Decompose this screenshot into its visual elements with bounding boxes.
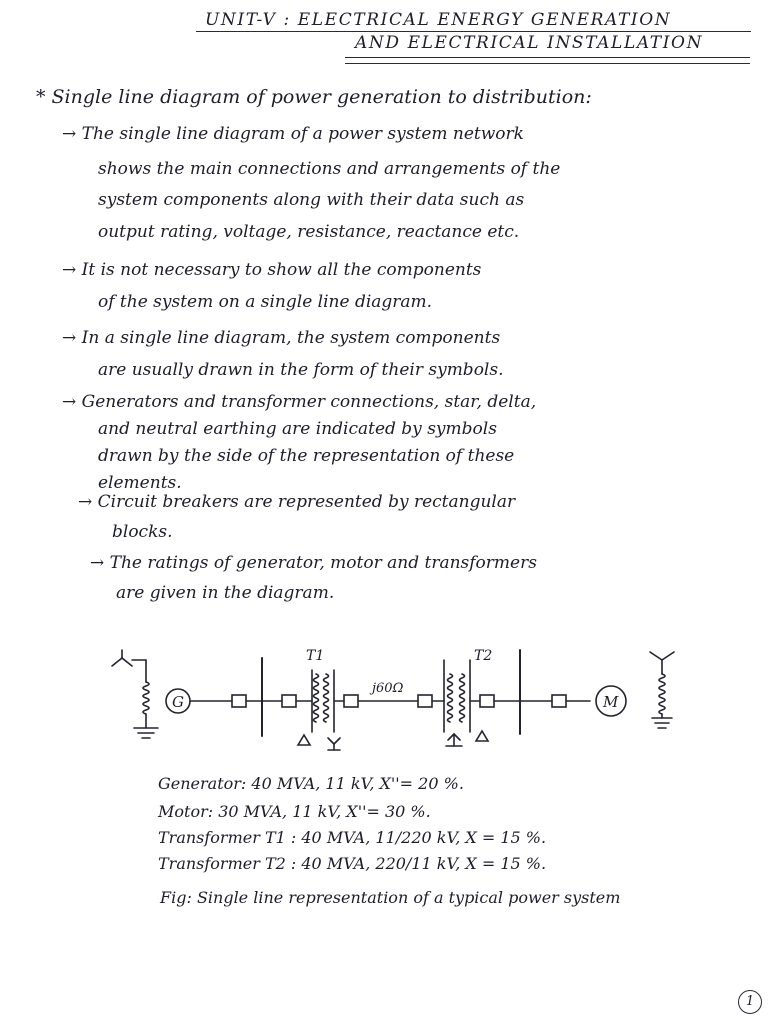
transformer-t1-symbol [312,670,334,732]
transformer-t2-label: T2 [474,648,493,664]
delta-symbol [476,731,488,741]
spec-motor: Motor: 30 MVA, 11 kV, X''= 30 %. [158,802,431,821]
star-earthing-symbol [328,738,340,750]
transformer-t1-label: T1 [306,648,325,664]
body-line: are given in the diagram. [116,583,335,603]
unit-title-line1: UNIT-V : ELECTRICAL ENERGY GENERATION [205,10,672,30]
circuit-breaker-icon [344,695,358,707]
body-line: drawn by the side of the representation of these [98,446,515,466]
generator-label: G [172,693,184,711]
spec-generator: Generator: 40 MVA, 11 kV, X''= 20 %. [158,774,464,793]
body-line: output rating, voltage, resistance, reactance etc. [98,222,520,242]
body-line: and neutral earthing are indicated by symbols [98,419,497,439]
transformer-t2-symbol [444,660,470,732]
body-line: of the system on a single line diagram. [98,292,433,312]
title-underline-2 [345,57,750,58]
body-line: blocks. [112,522,173,542]
body-line: → In a single line diagram, the system components [62,328,501,348]
star-earthing-symbol [446,734,462,746]
figure-caption: Fig: Single line representation of a typical power system [160,888,621,907]
motor-earthing-symbol [650,652,674,728]
body-line: → The ratings of generator, motor and transformers [90,553,537,573]
generator-earthing-symbol [112,650,158,738]
single-line-diagram [0,630,768,760]
spec-transformer-t1: Transformer T1 : 40 MVA, 11/220 kV, X = 15 %. [158,828,547,847]
title-underline-3 [345,63,750,64]
body-line: → Generators and transformer connections, star, delta, [62,392,537,412]
body-line: → The single line diagram of a power system network [62,124,524,144]
delta-symbol [298,735,310,745]
body-line: are usually drawn in the form of their symbols. [98,360,504,380]
body-line: elements. [98,473,182,493]
body-line: system components along with their data such as [98,190,525,210]
circuit-breaker-icon [480,695,494,707]
circuit-breaker-icon [232,695,246,707]
body-line: → Circuit breakers are represented by rectangular [78,492,516,512]
motor-label: M [603,693,619,711]
title-underline-1 [196,31,751,32]
line-impedance-label: j60Ω [372,681,404,696]
circuit-breaker-icon [552,695,566,707]
unit-title-line2: AND ELECTRICAL INSTALLATION [355,33,704,53]
body-line: shows the main connections and arrangements of the [98,159,561,179]
body-line: → It is not necessary to show all the components [62,260,482,280]
section-heading: * Single line diagram of power generation to distribution: [36,86,592,108]
circuit-breaker-icon [418,695,432,707]
page-number: 1 [738,990,762,1014]
circuit-breaker-icon [282,695,296,707]
spec-transformer-t2: Transformer T2 : 40 MVA, 220/11 kV, X = 15 %. [158,854,547,873]
